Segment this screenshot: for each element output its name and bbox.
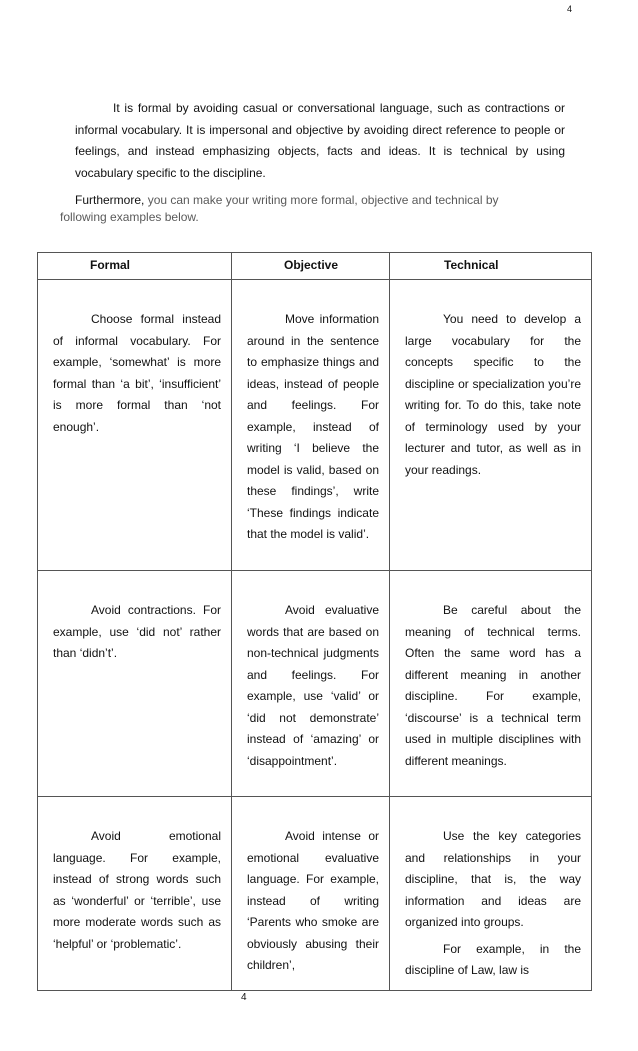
comparison-table [37, 252, 592, 991]
furthermore-lead: Furthermore, [75, 193, 145, 207]
cell-formal: Choose formal instead of informal vocabulary. For example, ‘somewhat’ is more formal than ‘a bit’, ‘insufficient’ is more formal than ‘not enough’. [38, 280, 232, 571]
cell-technical: You need to develop a large vocabulary for the concepts specific to the discipline or specialization you’re writing for. To do this, take note of terminology used by your lecturer and tutor, as well as in your readings. [390, 280, 592, 571]
cell-objective: Avoid evaluative words that are based on non-technical judgments and feelings. For example, use ‘valid’ or ‘did not demonstrate’ instead of ‘amazing’ or ‘disappointment’. [232, 571, 390, 797]
page-number-top: 4 [567, 4, 573, 14]
cell-technical: Use the key categories and relationships in your discipline, that is, the way information and ideas are organized into groups. For example, in the discipline of Law, law is [390, 797, 592, 991]
cell-formal: Avoid emotional language. For example, instead of strong words such as ‘wonderful’ or ‘terrible’, use more moderate words such as ‘helpful’ or ‘problematic’. [38, 797, 232, 991]
intro-paragraph: It is formal by avoiding casual or conversational language, such as contractions or informal vocabulary. It is impersonal and objective by avoiding direct reference to people or feelings, and instead emphasizing objects, facts and ideas. It is technical by using vocabulary specific to the discipline. [75, 101, 565, 180]
cell-formal: Avoid contractions. For example, use ‘did not’ rather than ‘didn’t’. [38, 571, 232, 797]
header-formal: Formal [38, 253, 232, 280]
page-number-bottom: 4 [241, 992, 247, 1003]
table-row [38, 571, 592, 797]
cell-technical: Be careful about the meaning of technical terms. Often the same word has a different meaning in another discipline. For example, ‘discourse’ is a technical term used in multiple disciplines with different meanings. [390, 571, 592, 797]
cell-objective: Move information around in the sentence to emphasize things and ideas, instead of people and feelings. For example, instead of writing ‘I believe the model is valid, based on these findings’, write ‘These findings indicate that the model is valid’. [232, 280, 390, 571]
furthermore-rest: you can make your writing more formal, objective and technical by following examples below. [60, 193, 499, 224]
table-header-row [38, 253, 592, 280]
table-row [38, 797, 592, 991]
header-objective: Objective [232, 253, 390, 280]
cell-objective: Avoid intense or emotional evaluative language. For example, instead of writing ‘Parents who smoke are obviously abusing their children’, [232, 797, 390, 991]
table-row [38, 280, 592, 571]
header-technical: Technical [390, 253, 592, 280]
furthermore-paragraph [60, 192, 530, 226]
